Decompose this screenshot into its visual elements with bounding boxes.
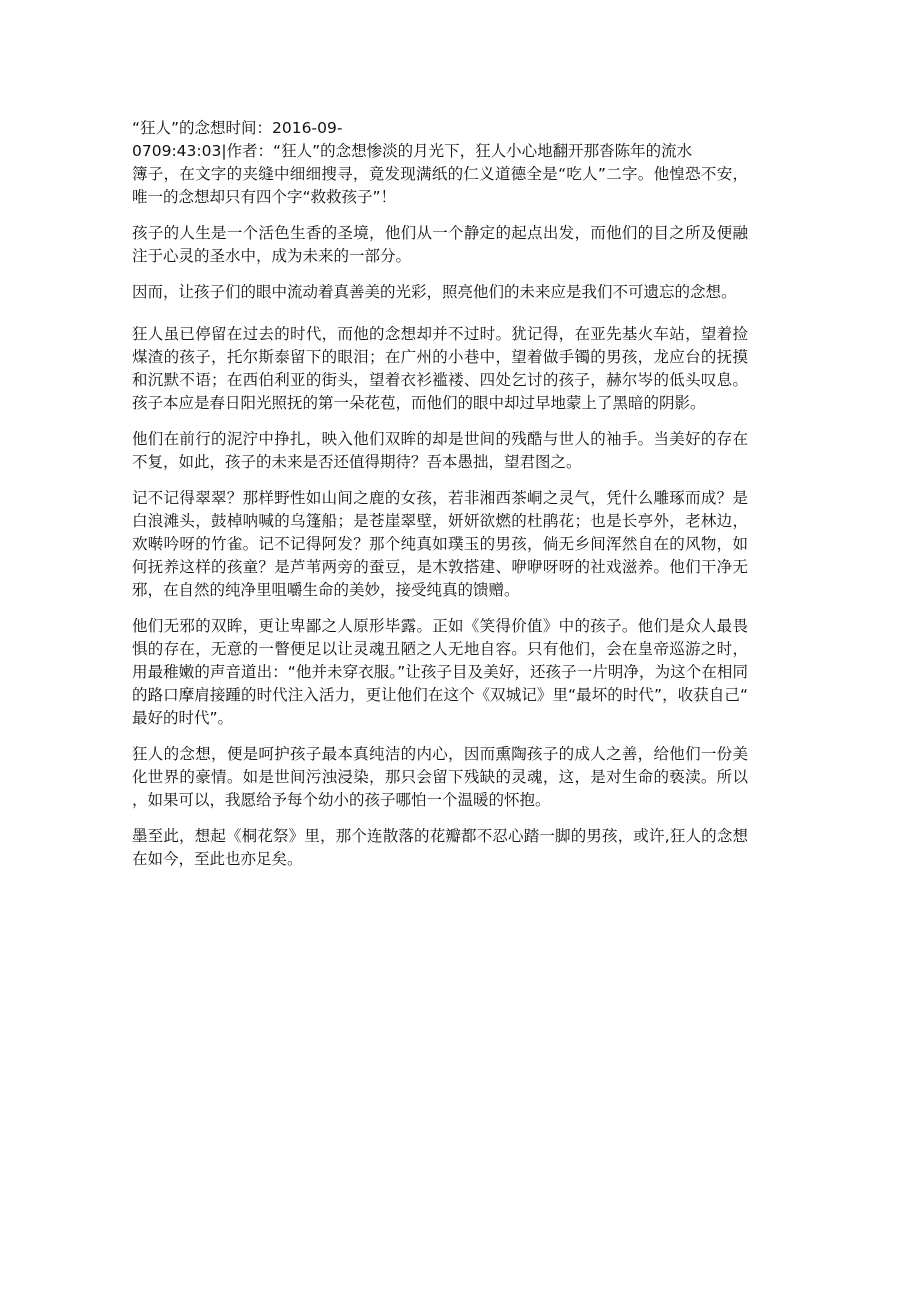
paragraph-7: 狂人的念想，便是呵护孩子最本真纯洁的内心，因而熏陶孩子的成人之善，给他们一份美化世界的豪情。如是世间污浊浸染，那只会留下残缺的灵魂，这，是对生命的亵渎。所以，如果可以，我愿给予每个幼小的孩子哪怕一个温暖的怀抱。: [132, 745, 748, 809]
byline-line: 0709:43:03|作者：“狂人”的念想惨淡的月光下，狂人小心地翻开那沓陈年的流水: [132, 142, 693, 160]
document-page: [132, 117, 748, 884]
intro-text: 簿子，在文字的夹缝中细细搜寻，竟发现满纸的仁义道德全是“吃人”二字。他惶恐不安，唯一的念想却只有四个字“救救孩子”！: [132, 165, 748, 206]
intro-paragraph: [132, 117, 748, 209]
paragraph-5: 记不记得翠翠？那样野性如山间之鹿的女孩，若非湘西茶峒之灵气，凭什么雕琢而成？是白浪滩头，鼓棹呐喊的乌篷船；是苍崖翠壁，妍妍欲燃的杜鹃花；也是长亭外，老林边，欢啭吟呀的竹雀。记不记得阿发？那个纯真如璞玉的男孩，倘无乡间浑然自在的风物，如何抚养这样的孩童？是芦苇两旁的蚕豆，是木敦搭建、咿咿呀呀的社戏滋养。他们干净无邪，在自然的纯净里咀嚼生命的美妙，接受纯真的馈赠。: [132, 489, 748, 599]
paragraph-2: 因而，让孩子们的眼中流动着真善美的光彩，照亮他们的未来应是我们不可遗忘的念想。: [132, 283, 737, 301]
paragraph-8: 墨至此，想起《桐花祭》里，那个连散落的花瓣都不忍心踏一脚的男孩，或许,狂人的念想在如今，至此也亦足矣。: [132, 827, 748, 868]
paragraph-3: 狂人虽已停留在过去的时代，而他的念想却并不过时。犹记得，在亚先基火车站，望着捡煤渣的孩子，托尔斯泰留下的眼泪；在广州的小巷中，望着做手镯的男孩，龙应台的抚摸和沉默不语；在西伯利亚的街头，望着衣衫褴褛、四处乞讨的孩子，赫尔岑的低头叹息。孩子本应是春日阳光照抚的第一朵花苞，而他们的眼中却过早地蒙上了黑暗的阴影。: [132, 325, 748, 412]
paragraph-6: 他们无邪的双眸，更让卑鄙之人原形毕露。正如《笑得价值》中的孩子。他们是众人最畏惧的存在，无意的一瞥便足以让灵魂丑陋之人无地自容。只有他们，会在皇帝巡游之时，用最稚嫩的声音道出：“他并未穿衣服。”让孩子目及美好，还孩子一片明净，为这个在相同的路口摩肩接踵的时代注入活力，更让他们在这个《双城记》里“最坏的时代”，收获自己“最好的时代”。: [132, 617, 748, 727]
paragraph-4: 他们在前行的泥泞中挣扎，映入他们双眸的却是世间的残酷与世人的袖手。当美好的存在不复，如此，孩子的未来是否还值得期待？吾本愚拙，望君图之。: [132, 430, 748, 471]
paragraph-1: 孩子的人生是一个活色生香的圣境，他们从一个静定的起点出发，而他们的目之所及便融注于心灵的圣水中，成为未来的一部分。: [132, 224, 748, 265]
document-title-line: “狂人”的念想时间：2016-09-: [132, 119, 343, 137]
